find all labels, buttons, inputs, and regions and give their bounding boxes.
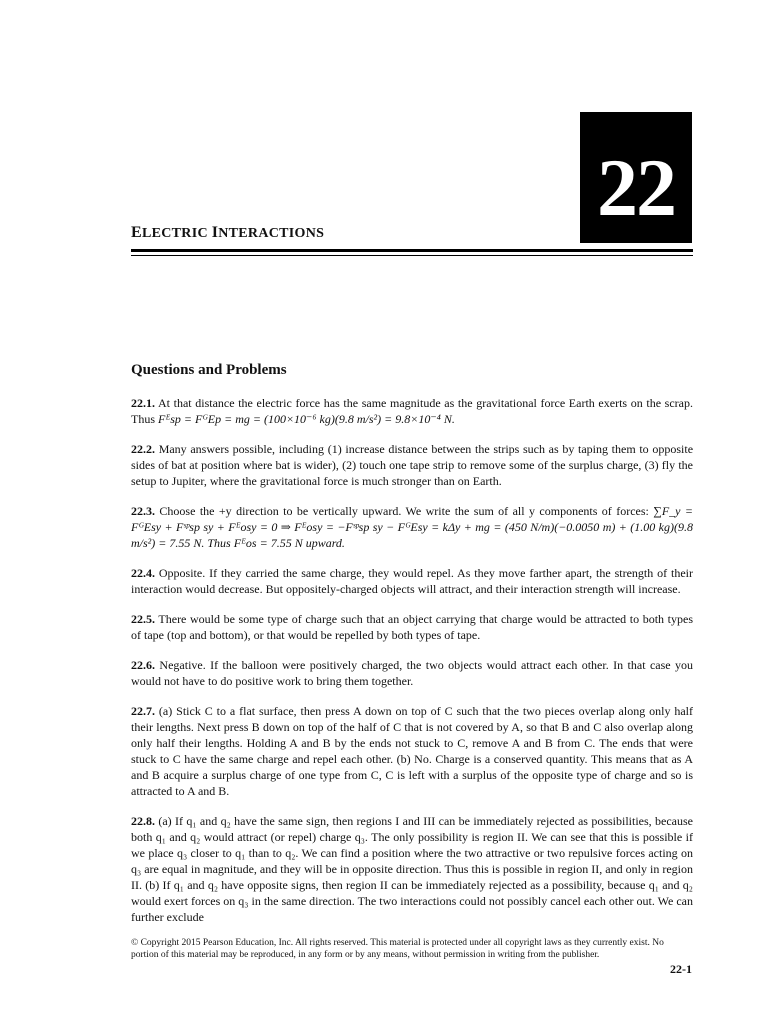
problem-22-2 [131, 441, 693, 489]
problem-text: Choose the +y direction to be vertically upward. We write the sum of all y components of forces: [159, 504, 649, 518]
problem-text: Opposite. If they carried the same charge, they would repel. As they move farther apart, the strength of their interaction would decrease. But oppositely-charged objects will attract, and their interaction strength will increase. [131, 566, 694, 596]
problem-number: 22.4. [131, 566, 155, 580]
problem-text: (a) Stick C to a flat surface, then press A down on top of C such that the two pieces overlap along only half their lengths. Next press B down on top of the half of C that is not covered by A, so that B and C also overlap along only half their lengths. Holding A and B by the ends not stuck to C, remove A and B from C. The ends that were stuck to C have the same charge and repel each other. (b) No. Charge is a conserved quantity. This means that as A and B acquire a surplus charge of one type from C, C is left with a surplus of the opposite type of charge and so is attracted to A and B. [131, 704, 694, 798]
problem-number: 22.6. [131, 658, 155, 672]
chapter-title [131, 224, 324, 242]
problem-equation-2: Thus Fᴱos = 7.55 N upward. [207, 536, 345, 550]
problem-number: 22.3. [131, 504, 155, 518]
problem-text: At that distance the electric force has the same magnitude as the gravitational force Earth exerts on the scrap. [157, 396, 693, 410]
chapter-title-cap-2: I [211, 224, 219, 241]
problem-text: (a) If q₁ and q₂ have the same sign, then regions I and III can be immediately rejected as possibilities, because both q₁ and q₂ would attract (or repel) charge q₃. The only possibility is region II. We can see that this is possible if we place q₃ closer to q₁ than to q₂. We can find a position where the two attractive or two repulsive forces acting on q₃ are equal in magnitude, and they will be in opposite direction. Thus this is possible in region II, and only in region II. (b) If q₁ and q₂ have opposite signs, then region II can be immediately rejected as a possibility, because q₁ and q₂ would exert forces on q₃ in the same direction. The two interactions could not possibly cancel each other out. We can further exclude [131, 814, 694, 924]
problem-22-4 [131, 565, 693, 597]
problem-number: 22.1. [131, 396, 155, 410]
problem-text: Negative. If the balloon were positively charged, the two objects would attract each other. In that case you would not have to do positive work to bring them together. [131, 658, 694, 688]
chapter-number-box [580, 112, 692, 243]
section-heading: Questions and Problems [131, 362, 287, 378]
problem-22-3 [131, 503, 693, 551]
chapter-number: 22 [597, 142, 675, 233]
problems-list [131, 395, 693, 939]
problem-text: Many answers possible, including (1) increase distance between the strips such as by taping them to opposite sides of bat at position where bat is wider), (2) touch one tape strip to remove some of the surplus charge, (3) fly the setup to Jupiter, where the gravitational force is much stronger than on Earth. [131, 442, 694, 488]
problem-22-1 [131, 395, 693, 427]
chapter-title-rest-1: LECTRIC [141, 226, 212, 241]
problem-number: 22.5. [131, 612, 155, 626]
problem-22-6 [131, 657, 693, 689]
chapter-title-rest-2: NTERACTIONS [218, 226, 325, 241]
title-rule-thin [131, 255, 693, 256]
problem-22-7 [131, 703, 693, 799]
chapter-title-cap-1: E [131, 224, 142, 241]
problem-text: There would be some type of charge such that an object carrying that charge would be attracted to both types of tape (top and bottom), or that would be repelled by both types of tape. [131, 612, 693, 642]
problem-number: 22.2. [131, 442, 155, 456]
problem-equation: ∑F_y = FᴳEsy + Fˢᵖsp sy + Fᴱosy = 0 ⇒ Fᴱosy = −Fˢᵖsp sy − FᴳEsy = kΔy + mg = (450 N/m)(−0.0050 m) + (1.00 kg)(9.8 m/s²) = 7.55 N. [131, 504, 694, 550]
problem-22-8 [131, 813, 693, 925]
page-number: 22-1 [670, 962, 692, 976]
problem-equation: Fᴱsp = FᴳEp = mg = (100×10⁻⁶ kg)(9.8 m/s²) = 9.8×10⁻⁴ N. [158, 412, 455, 426]
problem-number: 22.8. [131, 814, 155, 828]
problem-22-5 [131, 611, 693, 643]
title-rule-thick [131, 249, 693, 252]
copyright-footer: © Copyright 2015 Pearson Education, Inc. All rights reserved. This material is protected under all copyright laws as they currently exist. No portion of this material may be reproduced, in any form or by any means, without permission in writing from the publisher. [131, 938, 664, 960]
problem-number: 22.7. [131, 704, 155, 718]
problem-eq-prefix: Thus [131, 412, 158, 426]
